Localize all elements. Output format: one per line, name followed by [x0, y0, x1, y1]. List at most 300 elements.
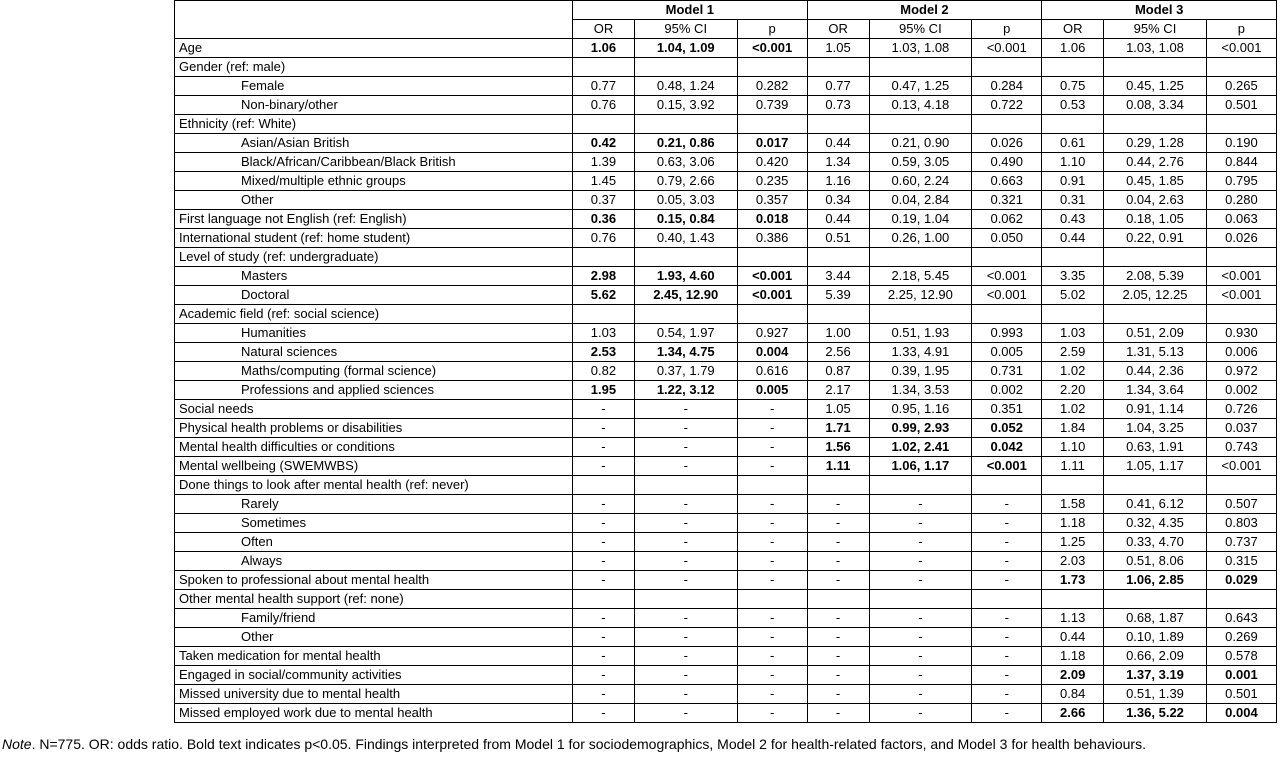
- table-row: [175, 647, 1277, 666]
- row-label: Black/African/Caribbean/Black British: [175, 153, 573, 172]
- subheader-or: OR: [1042, 20, 1104, 39]
- empty-cell: [869, 248, 972, 267]
- model-3-p-cell: 0.737: [1206, 533, 1276, 552]
- model-1-ci-cell: -: [634, 704, 737, 723]
- empty-cell: [807, 58, 869, 77]
- empty-cell: [972, 58, 1042, 77]
- model-1-ci-cell: 1.04, 1.09: [634, 39, 737, 58]
- model-3-ci-cell: 1.04, 3.25: [1104, 419, 1207, 438]
- model-3-ci-cell: 0.18, 1.05: [1104, 210, 1207, 229]
- empty-cell: [972, 248, 1042, 267]
- model-3-p-cell: 0.063: [1206, 210, 1276, 229]
- model-1-p-cell: 0.004: [737, 343, 807, 362]
- row-label: Often: [175, 533, 573, 552]
- empty-cell: [1104, 115, 1207, 134]
- model-2-or-cell: 1.00: [807, 324, 869, 343]
- model-3-or-cell: 1.11: [1042, 457, 1104, 476]
- model-2-ci-cell: 0.47, 1.25: [869, 77, 972, 96]
- table-row: [175, 115, 1277, 134]
- model-2-ci-cell: 0.13, 4.18: [869, 96, 972, 115]
- model-2-ci-cell: 1.03, 1.08: [869, 39, 972, 58]
- model-3-ci-cell: 0.51, 2.09: [1104, 324, 1207, 343]
- table-row: [175, 267, 1277, 286]
- model-1-p-cell: 0.017: [737, 134, 807, 153]
- model-1-ci-cell: -: [634, 400, 737, 419]
- model-3-ci-cell: 2.05, 12.25: [1104, 286, 1207, 305]
- model-1-or-cell: 0.37: [573, 191, 635, 210]
- model-1-or-cell: 0.76: [573, 96, 635, 115]
- model-2-header: Model 2: [807, 1, 1042, 20]
- empty-cell: [807, 590, 869, 609]
- model-2-ci-cell: 0.19, 1.04: [869, 210, 972, 229]
- row-group-label: Level of study (ref: undergraduate): [175, 248, 573, 267]
- empty-cell: [634, 305, 737, 324]
- model-3-ci-cell: 0.51, 1.39: [1104, 685, 1207, 704]
- empty-cell: [737, 248, 807, 267]
- model-3-p-cell: 0.001: [1206, 666, 1276, 685]
- row-label: Humanities: [175, 324, 573, 343]
- row-label: First language not English (ref: English): [175, 210, 573, 229]
- model-1-p-cell: 0.282: [737, 77, 807, 96]
- model-1-or-cell: 1.95: [573, 381, 635, 400]
- model-2-ci-cell: 0.60, 2.24: [869, 172, 972, 191]
- model-1-ci-cell: -: [634, 571, 737, 590]
- row-label: Family/friend: [175, 609, 573, 628]
- model-3-or-cell: 0.44: [1042, 229, 1104, 248]
- model-3-ci-cell: 0.22, 0.91: [1104, 229, 1207, 248]
- model-1-ci-cell: -: [634, 533, 737, 552]
- model-1-or-cell: -: [573, 438, 635, 457]
- table-row: [175, 343, 1277, 362]
- empty-cell: [573, 58, 635, 77]
- empty-cell: [737, 58, 807, 77]
- model-2-p-cell: 0.042: [972, 438, 1042, 457]
- model-1-ci-cell: -: [634, 666, 737, 685]
- model-1-p-cell: -: [737, 438, 807, 457]
- model-2-or-cell: -: [807, 514, 869, 533]
- model-1-p-cell: 0.616: [737, 362, 807, 381]
- model-2-p-cell: -: [972, 571, 1042, 590]
- empty-cell: [634, 248, 737, 267]
- model-2-ci-cell: -: [869, 704, 972, 723]
- model-1-p-cell: -: [737, 571, 807, 590]
- model-3-p-cell: 0.726: [1206, 400, 1276, 419]
- model-3-or-cell: 1.58: [1042, 495, 1104, 514]
- model-2-or-cell: -: [807, 685, 869, 704]
- model-2-p-cell: -: [972, 514, 1042, 533]
- model-1-or-cell: 0.42: [573, 134, 635, 153]
- table-row: [175, 628, 1277, 647]
- model-2-or-cell: 2.17: [807, 381, 869, 400]
- model-2-or-cell: 1.16: [807, 172, 869, 191]
- model-3-or-cell: 5.02: [1042, 286, 1104, 305]
- model-2-p-cell: <0.001: [972, 267, 1042, 286]
- model-3-ci-cell: 0.68, 1.87: [1104, 609, 1207, 628]
- table-row: [175, 590, 1277, 609]
- model-1-or-cell: 2.53: [573, 343, 635, 362]
- model-1-or-cell: -: [573, 457, 635, 476]
- model-2-ci-cell: 1.06, 1.17: [869, 457, 972, 476]
- model-2-ci-cell: -: [869, 609, 972, 628]
- model-2-p-cell: -: [972, 666, 1042, 685]
- model-3-ci-cell: 1.31, 5.13: [1104, 343, 1207, 362]
- model-2-ci-cell: 0.95, 1.16: [869, 400, 972, 419]
- model-3-or-cell: 0.75: [1042, 77, 1104, 96]
- model-3-ci-cell: 2.08, 5.39: [1104, 267, 1207, 286]
- empty-cell: [573, 590, 635, 609]
- model-3-or-cell: 2.66: [1042, 704, 1104, 723]
- model-2-p-cell: 0.050: [972, 229, 1042, 248]
- table-row: [175, 77, 1277, 96]
- model-3-or-cell: 1.03: [1042, 324, 1104, 343]
- model-1-ci-cell: -: [634, 685, 737, 704]
- row-label: Age: [175, 39, 573, 58]
- note-lead: Note: [2, 736, 32, 752]
- row-label: Professions and applied sciences: [175, 381, 573, 400]
- empty-cell: [869, 115, 972, 134]
- table-row: [175, 400, 1277, 419]
- model-1-ci-cell: 1.22, 3.12: [634, 381, 737, 400]
- model-3-or-cell: 1.18: [1042, 647, 1104, 666]
- model-1-ci-cell: -: [634, 647, 737, 666]
- empty-cell: [869, 476, 972, 495]
- model-1-p-cell: -: [737, 704, 807, 723]
- model-1-p-cell: 0.739: [737, 96, 807, 115]
- model-3-p-cell: 0.743: [1206, 438, 1276, 457]
- model-1-or-cell: 0.36: [573, 210, 635, 229]
- empty-cell: [1104, 590, 1207, 609]
- subheader-p: p: [972, 20, 1042, 39]
- model-2-p-cell: 0.351: [972, 400, 1042, 419]
- row-group-label: Academic field (ref: social science): [175, 305, 573, 324]
- model-1-ci-cell: 0.15, 3.92: [634, 96, 737, 115]
- empty-cell: [1042, 248, 1104, 267]
- empty-cell: [573, 115, 635, 134]
- table-row: [175, 191, 1277, 210]
- model-2-p-cell: 0.052: [972, 419, 1042, 438]
- model-3-p-cell: 0.930: [1206, 324, 1276, 343]
- model-2-or-cell: 0.44: [807, 210, 869, 229]
- empty-cell: [972, 590, 1042, 609]
- model-3-ci-cell: 1.05, 1.17: [1104, 457, 1207, 476]
- model-1-p-cell: <0.001: [737, 39, 807, 58]
- row-label: Rarely: [175, 495, 573, 514]
- empty-cell: [869, 305, 972, 324]
- table-row: [175, 96, 1277, 115]
- row-label: Spoken to professional about mental health: [175, 571, 573, 590]
- empty-cell: [1104, 305, 1207, 324]
- table-row: [175, 419, 1277, 438]
- model-2-or-cell: 1.34: [807, 153, 869, 172]
- model-2-ci-cell: -: [869, 685, 972, 704]
- model-2-or-cell: -: [807, 495, 869, 514]
- model-1-p-cell: -: [737, 533, 807, 552]
- model-1-or-cell: -: [573, 571, 635, 590]
- model-2-p-cell: -: [972, 685, 1042, 704]
- model-2-p-cell: 0.722: [972, 96, 1042, 115]
- empty-cell: [573, 248, 635, 267]
- model-2-p-cell: -: [972, 704, 1042, 723]
- model-3-ci-cell: 0.51, 8.06: [1104, 552, 1207, 571]
- model-3-or-cell: 1.18: [1042, 514, 1104, 533]
- model-3-or-cell: 1.73: [1042, 571, 1104, 590]
- model-3-ci-cell: 0.41, 6.12: [1104, 495, 1207, 514]
- model-3-p-cell: 0.002: [1206, 381, 1276, 400]
- model-3-ci-cell: 0.10, 1.89: [1104, 628, 1207, 647]
- model-2-or-cell: -: [807, 704, 869, 723]
- model-3-ci-cell: 0.63, 1.91: [1104, 438, 1207, 457]
- table-row: [175, 229, 1277, 248]
- model-1-or-cell: 5.62: [573, 286, 635, 305]
- model-1-or-cell: -: [573, 609, 635, 628]
- empty-cell: [1104, 248, 1207, 267]
- model-3-ci-cell: 1.36, 5.22: [1104, 704, 1207, 723]
- model-2-or-cell: -: [807, 533, 869, 552]
- model-3-or-cell: 2.59: [1042, 343, 1104, 362]
- model-1-ci-cell: 0.79, 2.66: [634, 172, 737, 191]
- subheader-p: p: [1206, 20, 1276, 39]
- model-2-or-cell: 0.51: [807, 229, 869, 248]
- model-header-row: [175, 1, 1277, 20]
- model-3-p-cell: 0.578: [1206, 647, 1276, 666]
- model-1-or-cell: -: [573, 514, 635, 533]
- model-1-p-cell: 0.386: [737, 229, 807, 248]
- empty-cell: [972, 305, 1042, 324]
- model-2-ci-cell: -: [869, 571, 972, 590]
- model-3-p-cell: <0.001: [1206, 286, 1276, 305]
- model-3-p-cell: 0.315: [1206, 552, 1276, 571]
- empty-cell: [869, 590, 972, 609]
- model-1-p-cell: 0.357: [737, 191, 807, 210]
- model-2-or-cell: -: [807, 552, 869, 571]
- empty-cell: [1042, 115, 1104, 134]
- table-body: [175, 39, 1277, 723]
- model-1-p-cell: 0.235: [737, 172, 807, 191]
- model-3-ci-cell: 0.45, 1.25: [1104, 77, 1207, 96]
- model-3-or-cell: 1.13: [1042, 609, 1104, 628]
- model-2-p-cell: 0.005: [972, 343, 1042, 362]
- row-label: Always: [175, 552, 573, 571]
- model-1-ci-cell: 1.34, 4.75: [634, 343, 737, 362]
- row-label: Asian/Asian British: [175, 134, 573, 153]
- model-1-or-cell: 1.45: [573, 172, 635, 191]
- model-3-ci-cell: 0.08, 3.34: [1104, 96, 1207, 115]
- model-2-p-cell: -: [972, 647, 1042, 666]
- model-1-or-cell: 1.06: [573, 39, 635, 58]
- table-row: [175, 134, 1277, 153]
- model-1-ci-cell: -: [634, 609, 737, 628]
- empty-cell: [972, 476, 1042, 495]
- model-1-p-cell: 0.927: [737, 324, 807, 343]
- table-row: [175, 685, 1277, 704]
- model-2-or-cell: 1.56: [807, 438, 869, 457]
- model-3-ci-cell: 0.66, 2.09: [1104, 647, 1207, 666]
- table-row: [175, 457, 1277, 476]
- model-2-p-cell: 0.062: [972, 210, 1042, 229]
- model-2-ci-cell: 1.34, 3.53: [869, 381, 972, 400]
- model-1-or-cell: -: [573, 666, 635, 685]
- model-3-header: Model 3: [1042, 1, 1277, 20]
- model-1-ci-cell: -: [634, 514, 737, 533]
- model-2-p-cell: -: [972, 495, 1042, 514]
- model-3-ci-cell: 0.91, 1.14: [1104, 400, 1207, 419]
- table-row: [175, 666, 1277, 685]
- model-2-or-cell: -: [807, 571, 869, 590]
- model-3-ci-cell: 1.37, 3.19: [1104, 666, 1207, 685]
- model-1-ci-cell: 1.93, 4.60: [634, 267, 737, 286]
- regression-results-table: [174, 0, 1277, 723]
- model-3-or-cell: 0.91: [1042, 172, 1104, 191]
- model-1-p-cell: 0.420: [737, 153, 807, 172]
- model-2-p-cell: 0.284: [972, 77, 1042, 96]
- row-group-label: Done things to look after mental health (ref: never): [175, 476, 573, 495]
- row-label: Non-binary/other: [175, 96, 573, 115]
- model-1-ci-cell: 0.21, 0.86: [634, 134, 737, 153]
- model-3-or-cell: 2.03: [1042, 552, 1104, 571]
- model-3-ci-cell: 0.45, 1.85: [1104, 172, 1207, 191]
- empty-cell: [573, 305, 635, 324]
- model-1-or-cell: -: [573, 628, 635, 647]
- subheader-ci: 95% CI: [634, 20, 737, 39]
- model-2-ci-cell: 0.59, 3.05: [869, 153, 972, 172]
- model-1-or-cell: -: [573, 495, 635, 514]
- empty-cell: [1042, 305, 1104, 324]
- model-3-or-cell: 1.06: [1042, 39, 1104, 58]
- model-3-p-cell: 0.795: [1206, 172, 1276, 191]
- model-2-p-cell: -: [972, 552, 1042, 571]
- model-2-p-cell: -: [972, 628, 1042, 647]
- model-2-p-cell: -: [972, 609, 1042, 628]
- model-3-p-cell: 0.972: [1206, 362, 1276, 381]
- model-2-ci-cell: 0.26, 1.00: [869, 229, 972, 248]
- table-row: [175, 495, 1277, 514]
- model-2-or-cell: 0.34: [807, 191, 869, 210]
- model-1-ci-cell: 2.45, 12.90: [634, 286, 737, 305]
- empty-cell: [1206, 58, 1276, 77]
- model-3-or-cell: 3.35: [1042, 267, 1104, 286]
- model-3-or-cell: 0.43: [1042, 210, 1104, 229]
- model-2-or-cell: 1.05: [807, 39, 869, 58]
- note-text: . N=775. OR: odds ratio. Bold text indicates p<0.05. Findings interpreted from Model 1 for sociodemographics, Model 2 for health-related factors, and Model 3 for health behaviours.: [31, 736, 1146, 752]
- model-2-or-cell: 0.44: [807, 134, 869, 153]
- model-3-or-cell: 0.53: [1042, 96, 1104, 115]
- table-row: [175, 476, 1277, 495]
- table-row: [175, 248, 1277, 267]
- table-row: [175, 552, 1277, 571]
- model-2-p-cell: <0.001: [972, 39, 1042, 58]
- model-3-ci-cell: 0.29, 1.28: [1104, 134, 1207, 153]
- table-row: [175, 381, 1277, 400]
- empty-cell: [737, 476, 807, 495]
- model-3-p-cell: <0.001: [1206, 39, 1276, 58]
- row-label: International student (ref: home student): [175, 229, 573, 248]
- model-2-p-cell: 0.993: [972, 324, 1042, 343]
- model-2-p-cell: 0.731: [972, 362, 1042, 381]
- table-row: [175, 704, 1277, 723]
- model-2-or-cell: -: [807, 666, 869, 685]
- model-2-or-cell: 1.71: [807, 419, 869, 438]
- row-label: Social needs: [175, 400, 573, 419]
- empty-cell: [1104, 58, 1207, 77]
- model-3-p-cell: 0.265: [1206, 77, 1276, 96]
- row-label: Sometimes: [175, 514, 573, 533]
- model-1-p-cell: -: [737, 609, 807, 628]
- model-3-p-cell: 0.006: [1206, 343, 1276, 362]
- table-row: [175, 609, 1277, 628]
- model-1-p-cell: -: [737, 552, 807, 571]
- empty-cell: [1206, 305, 1276, 324]
- model-1-p-cell: -: [737, 400, 807, 419]
- model-1-or-cell: -: [573, 533, 635, 552]
- table-row: [175, 571, 1277, 590]
- row-label: Missed university due to mental health: [175, 685, 573, 704]
- model-1-or-cell: 2.98: [573, 267, 635, 286]
- subheader-ci: 95% CI: [1104, 20, 1207, 39]
- model-1-p-cell: -: [737, 666, 807, 685]
- row-group-label: Ethnicity (ref: White): [175, 115, 573, 134]
- model-1-ci-cell: -: [634, 628, 737, 647]
- subheader-or: OR: [573, 20, 635, 39]
- model-3-or-cell: 0.44: [1042, 628, 1104, 647]
- row-group-label: Other mental health support (ref: none): [175, 590, 573, 609]
- model-2-ci-cell: -: [869, 552, 972, 571]
- model-2-or-cell: -: [807, 609, 869, 628]
- table-note: [2, 735, 1278, 753]
- model-3-ci-cell: 0.44, 2.76: [1104, 153, 1207, 172]
- empty-cell: [634, 58, 737, 77]
- model-2-ci-cell: 2.25, 12.90: [869, 286, 972, 305]
- model-1-p-cell: <0.001: [737, 267, 807, 286]
- model-1-or-cell: 0.77: [573, 77, 635, 96]
- model-1-p-cell: <0.001: [737, 286, 807, 305]
- model-1-or-cell: -: [573, 647, 635, 666]
- model-3-p-cell: 0.280: [1206, 191, 1276, 210]
- empty-cell: [1042, 476, 1104, 495]
- model-3-p-cell: 0.190: [1206, 134, 1276, 153]
- table-row: [175, 324, 1277, 343]
- model-1-p-cell: -: [737, 647, 807, 666]
- model-2-ci-cell: -: [869, 495, 972, 514]
- model-1-or-cell: 0.82: [573, 362, 635, 381]
- model-1-or-cell: -: [573, 685, 635, 704]
- model-2-ci-cell: 1.02, 2.41: [869, 438, 972, 457]
- model-2-ci-cell: 0.99, 2.93: [869, 419, 972, 438]
- model-2-or-cell: 5.39: [807, 286, 869, 305]
- row-label: Mental health difficulties or conditions: [175, 438, 573, 457]
- model-1-ci-cell: 0.05, 3.03: [634, 191, 737, 210]
- model-3-p-cell: 0.501: [1206, 96, 1276, 115]
- row-group-label: Gender (ref: male): [175, 58, 573, 77]
- subheader-p: p: [737, 20, 807, 39]
- model-3-or-cell: 1.25: [1042, 533, 1104, 552]
- model-3-ci-cell: 0.04, 2.63: [1104, 191, 1207, 210]
- model-1-or-cell: -: [573, 419, 635, 438]
- model-2-or-cell: 0.77: [807, 77, 869, 96]
- empty-cell: [634, 115, 737, 134]
- model-3-p-cell: 0.507: [1206, 495, 1276, 514]
- model-2-or-cell: 1.11: [807, 457, 869, 476]
- model-3-or-cell: 1.10: [1042, 153, 1104, 172]
- model-2-ci-cell: 2.18, 5.45: [869, 267, 972, 286]
- model-2-p-cell: <0.001: [972, 457, 1042, 476]
- model-2-ci-cell: 0.51, 1.93: [869, 324, 972, 343]
- model-3-ci-cell: 1.06, 2.85: [1104, 571, 1207, 590]
- row-label: Doctoral: [175, 286, 573, 305]
- model-2-p-cell: <0.001: [972, 286, 1042, 305]
- model-2-p-cell: -: [972, 533, 1042, 552]
- model-1-ci-cell: -: [634, 419, 737, 438]
- table-row: [175, 172, 1277, 191]
